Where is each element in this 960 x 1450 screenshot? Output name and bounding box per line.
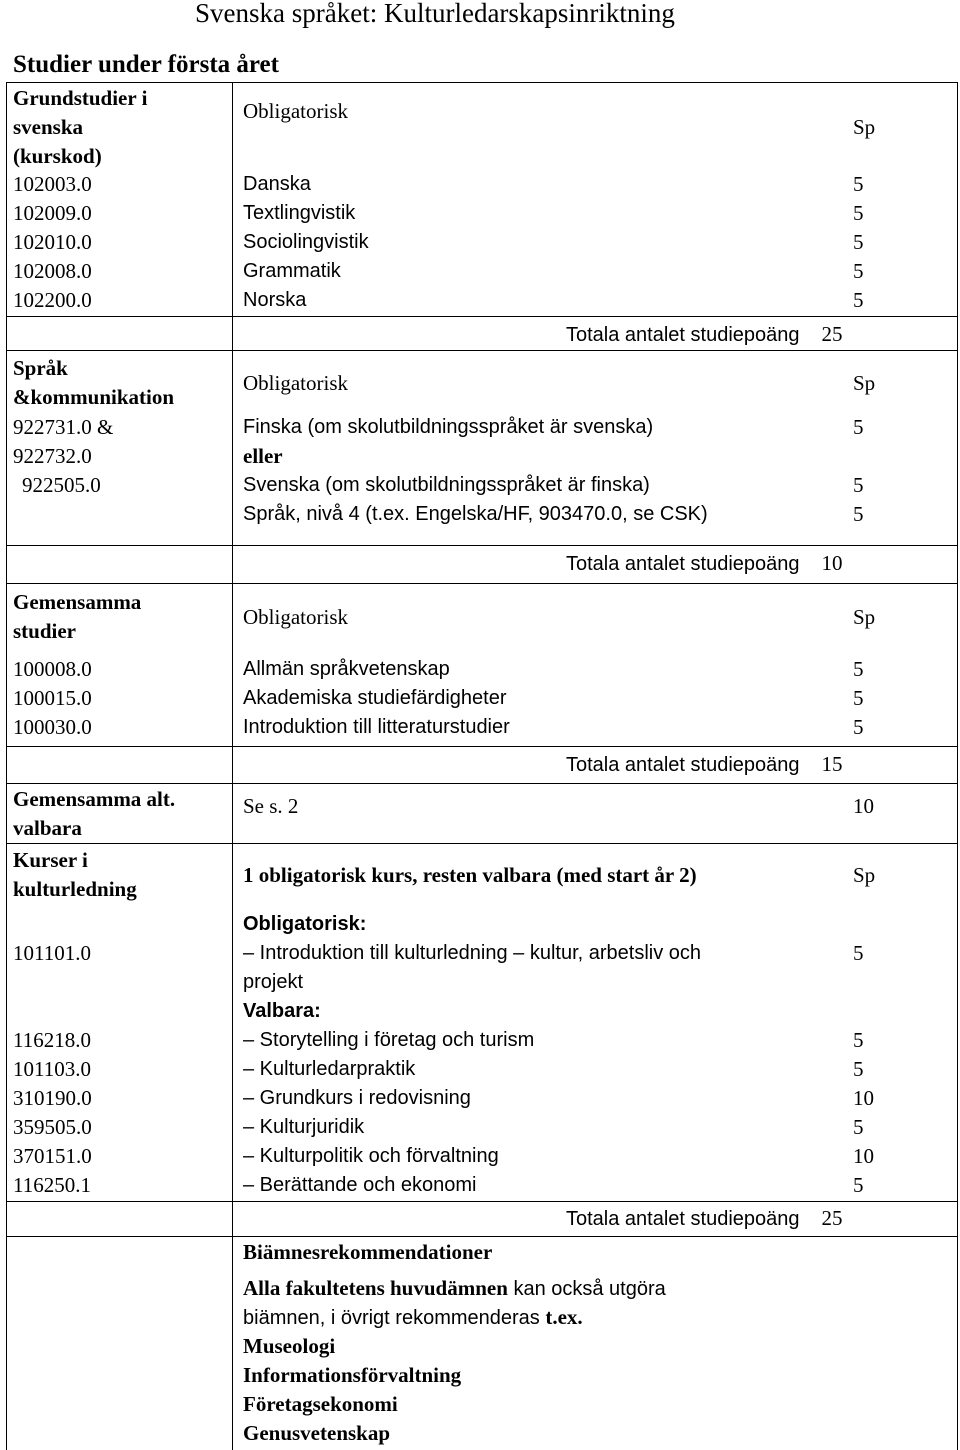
gemensamma-courses: Allmän språkvetenskap Akademiska studiefärdigheter Introduktion till litteraturstudier — [243, 658, 510, 738]
biamnen-text — [243, 1274, 666, 1448]
grund-codes: 102003.0 102009.0 102010.0 102008.0 102200.0 — [13, 172, 92, 312]
kultur-oblig-code: 101101.0 — [13, 941, 91, 965]
sprak-total-value: 10 — [821, 551, 843, 575]
row-divider — [6, 783, 958, 784]
grund-sp-label: Sp — [853, 115, 876, 139]
kultur-sp-label: Sp — [853, 863, 876, 887]
sprak-credits: 5 5 5 — [853, 415, 864, 526]
biamnen-subject: Informationsförvaltning — [243, 1363, 462, 1387]
table-border-left — [6, 82, 7, 1450]
gemensamma-heading: Gemensamma studier — [13, 590, 142, 643]
grund-total-row: Totala antalet studiepoäng 25 — [566, 322, 843, 346]
row-divider — [6, 545, 958, 546]
biamnen-subject: Genusvetenskap — [243, 1421, 391, 1445]
kultur-total-row: Totala antalet studiepoäng 25 — [566, 1206, 843, 1230]
row-divider — [6, 583, 958, 584]
year-title: Studier under första året — [13, 51, 279, 78]
biamnen-line-1-rest: kan också utgöra — [507, 1278, 666, 1300]
kultur-codes: 116218.0 101103.0 310190.0 359505.0 370151.0 116250.1 — [13, 1028, 92, 1197]
sprak-obligatorisk-label: Obligatorisk — [243, 371, 348, 395]
biamnen-line-2-start: biämnen, i övrigt rekommenderas — [243, 1307, 546, 1329]
grund-obligatorisk-label: Obligatorisk — [243, 99, 348, 123]
kultur-intro: 1 obligatorisk kurs, resten valbara (med start år 2) — [243, 863, 697, 887]
document-title: Svenska språket: Kulturledarskapsinriktning — [195, 0, 675, 28]
kultur-courses: Obligatorisk: – Introduktion till kulturledning – kultur, arbetsliv och projekt Valbara: – Storytelling i företag och turism – Kulturledarpraktik – Grundkurs i redovisning – Kulturjuridik – Kulturpolitik och förvaltning – Berättande och ekonomi — [243, 913, 702, 1196]
biamnen-subject: Museologi — [243, 1334, 336, 1358]
kultur-total-value: 25 — [821, 1206, 843, 1230]
table-column-divider — [232, 82, 233, 1450]
biamnen-heading: Biämnesrekommendationer — [243, 1240, 493, 1264]
table-border-right — [957, 82, 958, 1450]
grund-courses: Danska Textlingvistik Sociolingvistik Grammatik Norska — [243, 173, 369, 311]
kultur-heading: Kurser i kulturledning — [13, 848, 137, 901]
row-divider — [6, 1201, 958, 1202]
sprak-codes: 922731.0 & 922732.0 922505.0 — [13, 415, 114, 497]
row-divider — [6, 350, 958, 351]
biamnen-subject: Företagsekonomi — [243, 1392, 398, 1416]
sprak-courses: Finska (om skolutbildningsspråket är svenska) eller Svenska (om skolutbildningsspråket är finska) Språk, nivå 4 (t.ex. Engelska/HF, 903470.0, se CSK) — [243, 416, 708, 525]
gemensamma-sp-label: Sp — [853, 605, 876, 629]
row-divider — [6, 843, 958, 844]
gemensamma-total-row: Totala antalet studiepoäng 15 — [566, 752, 843, 776]
gemensamma-credits: 5 5 5 — [853, 657, 864, 739]
grund-total-value: 25 — [821, 322, 843, 346]
alt-heading: Gemensamma alt. valbara — [13, 787, 176, 840]
gemensamma-codes: 100008.0 100015.0 100030.0 — [13, 657, 92, 739]
gemensamma-total-value: 15 — [821, 752, 843, 776]
biamnen-line-2-bold: t.ex. — [545, 1305, 583, 1329]
sprak-total-row: Totala antalet studiepoäng 10 — [566, 551, 843, 575]
row-divider — [6, 746, 958, 747]
kultur-credits: 5 5 10 5 10 5 — [853, 1028, 874, 1197]
gemensamma-obligatorisk-label: Obligatorisk — [243, 605, 348, 629]
biamnen-line-1-bold: Alla fakultetens huvudämnen — [243, 1276, 508, 1300]
table-border-top — [6, 82, 958, 83]
grund-heading: Grundstudier i svenska (kurskod) — [13, 86, 148, 168]
grund-credits: 5 5 5 5 5 — [853, 172, 864, 312]
alt-credits: 10 — [853, 794, 874, 818]
alt-text: Se s. 2 — [243, 794, 299, 818]
kultur-oblig-credit: 5 — [853, 941, 864, 965]
row-divider — [6, 316, 958, 317]
row-divider — [6, 1236, 958, 1237]
sprak-heading: Språk &kommunikation — [13, 356, 175, 409]
sprak-sp-label: Sp — [853, 371, 876, 395]
